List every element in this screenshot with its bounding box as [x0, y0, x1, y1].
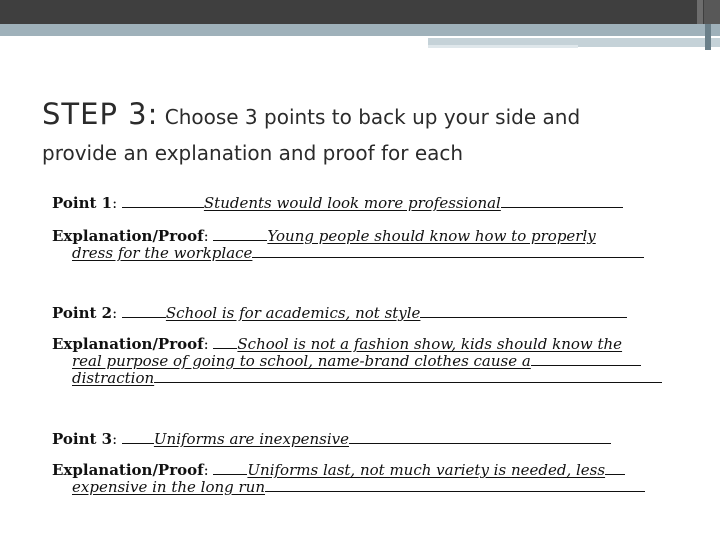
explanation-label: Explanation/Proof: [52, 227, 204, 245]
point-label: Point 1: [52, 194, 113, 212]
blank-line: [213, 228, 267, 241]
title-text: Choose 3 points to back up your side and: [164, 105, 581, 129]
point-3-explanation: Explanation/Proof: Uniforms last, not much variety is needed, less: [52, 461, 625, 479]
accent-band-dark: [705, 24, 711, 50]
top-dark-bar: [0, 0, 720, 24]
point-3-explanation-cont: [72, 478, 645, 496]
point-2-explanation: Explanation/Proof: School is not a fashion show, kids should know the: [52, 335, 623, 353]
blank-line: [531, 353, 641, 366]
explanation-text: School is not a fashion show, kids should know the: [237, 335, 623, 353]
point-1-row: Point 1: Students would look more professional: [52, 194, 623, 212]
blank-line: [213, 462, 247, 475]
blank-line: [122, 431, 154, 444]
accent-band: [0, 24, 720, 36]
explanation-label: Explanation/Proof: [52, 335, 204, 353]
blank-line: [605, 462, 625, 475]
explanation-text: dress for the workplace: [72, 244, 253, 262]
point-label: Point 2: [52, 304, 113, 322]
explanation-text: real purpose of going to school, name-brand clothes cause a: [72, 352, 531, 370]
blank-line: [252, 245, 644, 258]
point-answer: Students would look more professional: [203, 194, 501, 212]
blank-line: [420, 305, 627, 318]
title-line-2: provide an explanation and proof for each: [42, 141, 464, 165]
blank-line: [122, 305, 166, 318]
point-2-explanation-cont: [72, 352, 641, 370]
explanation-text: Young people should know how to properly: [267, 227, 596, 245]
explanation-text: distraction: [72, 369, 155, 387]
point-answer: School is for academics, not style: [165, 304, 421, 322]
point-3-row: Point 3: Uniforms are inexpensive: [52, 430, 611, 448]
top-bar-cap: [704, 0, 720, 24]
blank-line: [154, 370, 662, 383]
point-1-explanation-cont: [72, 244, 644, 262]
point-1-explanation: Explanation/Proof: Young people should know how to properly: [52, 227, 596, 245]
blank-line: [501, 195, 623, 208]
point-2-row: Point 2: School is for academics, not style: [52, 304, 627, 322]
point-2-explanation-cont-2: [72, 369, 662, 387]
blank-line: [122, 195, 204, 208]
point-answer: Uniforms are inexpensive: [153, 430, 349, 448]
accent-band-light: [428, 45, 578, 48]
explanation-text: expensive in the long run: [72, 478, 266, 496]
title-step: STEP 3:: [42, 97, 159, 131]
slide-title: [42, 96, 682, 171]
blank-line: [265, 479, 645, 492]
explanation-text: Uniforms last, not much variety is needed, less: [247, 461, 606, 479]
explanation-label: Explanation/Proof: [52, 461, 204, 479]
top-bar-tick: [697, 0, 703, 24]
blank-line: [349, 431, 611, 444]
point-label: Point 3: [52, 430, 113, 448]
blank-line: [213, 336, 237, 349]
